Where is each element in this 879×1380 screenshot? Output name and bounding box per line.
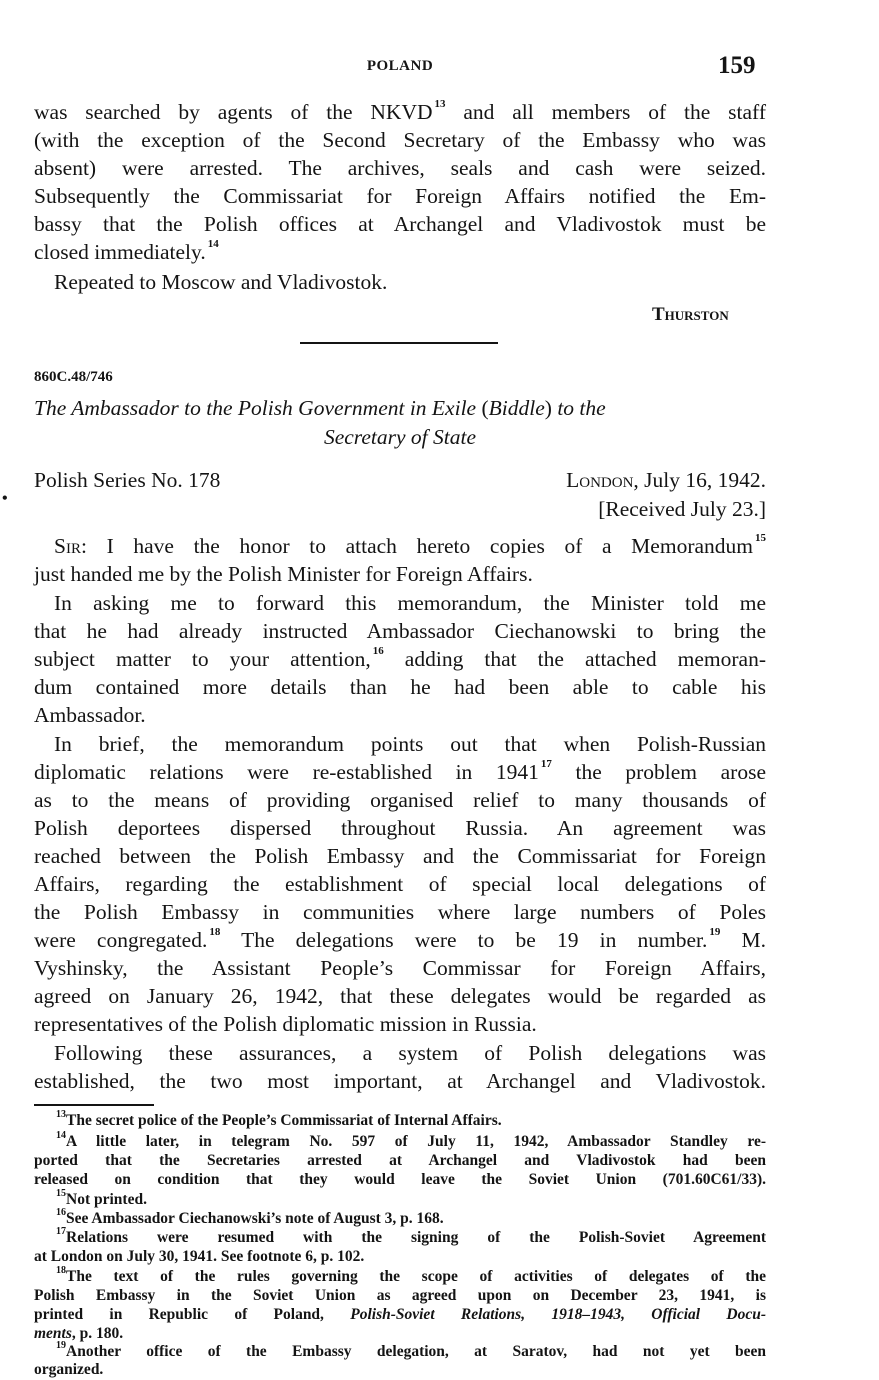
footnote-ref[interactable]: 15 <box>755 532 766 544</box>
footnote-line: at London on July 30, 1941. See footnote 6, p. 102. <box>34 1248 365 1265</box>
footnote-ref[interactable]: 18 <box>209 926 221 938</box>
continuation-line: was searched by agents of the NKVD $^{13}$ and all members of the staff <box>34 98 766 124</box>
paragraph-line: agreed on January 26, 1942, that these delegates would be regarded as <box>34 984 766 1008</box>
repeated-line: Repeated to Moscow and Vladivostok. <box>54 270 388 294</box>
paragraph-line: In brief, the memorandum points out that when Polish-Russian <box>54 732 766 756</box>
paragraph-line: that he had already instructed Ambassador Ciechanowski to bring the <box>34 619 766 643</box>
paragraph-line: diplomatic relations were re-established in 1941 $^{17}$ the problem arose <box>34 758 766 784</box>
paragraph-line: were congregated. $^{18}$ The delegations were to be 19 in number. $^{19}$ M. <box>34 926 766 952</box>
salutation: Sir <box>54 534 81 558</box>
paragraph-line: In asking me to forward this memorandum, the Minister told me <box>54 591 766 615</box>
footnote-16: $^{16}$See Ambassador Ciechanowski’s note of August 3, p. 168. <box>56 1207 444 1227</box>
paragraph-line: the Polish Embassy in communities where large numbers of Poles <box>34 900 766 924</box>
document-title-line-1: The Ambassador to the Polish Government in Exile (Biddle) to the <box>34 396 606 420</box>
footnote-ref[interactable]: 16 <box>372 645 384 657</box>
page-number: 159 <box>718 52 756 79</box>
paragraph-line: representatives of the Polish diplomatic mission in Russia. <box>34 1012 537 1036</box>
continuation-line: absent) were arrested. The archives, seals and cash were seized. <box>34 156 766 180</box>
paragraph-line: Polish deportees dispersed throughout Russia. An agreement was <box>34 816 766 840</box>
continuation-line: closed immediately. $^{14}$ <box>34 238 219 264</box>
received-date: [Received July 23.] <box>598 497 766 521</box>
dateline: London, July 16, 1942. <box>566 468 766 492</box>
paragraph-line: as to the means of providing organised relief to many thousands of <box>34 788 766 812</box>
running-title: POLAND <box>366 58 434 74</box>
footnote-rule <box>34 1104 154 1106</box>
continuation-line: (with the exception of the Second Secretary of the Embassy who was <box>34 128 766 152</box>
footnote-19: $^{19}$Another office of the Embassy delegation, at Saratov, had not yet been <box>56 1340 766 1360</box>
document-title-line-2: Secretary of State <box>323 425 477 449</box>
continuation-line: bassy that the Polish offices at Archangel and Vladivostok must be <box>34 212 766 236</box>
footnote-13: $^{13}$The secret police of the People’s Commissariat of Internal Affairs. <box>56 1109 502 1129</box>
footnote-line: Polish Embassy in the Soviet Union as agreed upon on December 23, 1941, is <box>34 1287 766 1304</box>
footnote-15: $^{15}$Not printed. <box>56 1188 147 1208</box>
footnote-line: ments, p. 180. <box>34 1325 124 1342</box>
paragraph-line: Ambassador. <box>34 703 146 727</box>
footnote-ref[interactable]: 14 <box>207 238 219 250</box>
footnote-line: ported that the Secretaries arrested at Archangel and Vladivostok had been <box>34 1152 766 1169</box>
section-divider <box>300 342 498 344</box>
ambassador-name: Biddle <box>488 396 545 420</box>
paragraph-line: reached between the Polish Embassy and the Commissariat for Foreign <box>34 844 766 868</box>
paragraph-line: Sir: I have the honor to attach hereto copies of a Memorandum $^{15}$ <box>54 532 766 558</box>
publication-title: Polish-Soviet Relations, 1918–1943, Official Docu- <box>350 1306 766 1323</box>
paragraph-line: Following these assurances, a system of Polish delegations was <box>54 1041 766 1065</box>
footnote-ref[interactable]: 19 <box>709 926 721 938</box>
footnote-17: $^{17}$Relations were resumed with the signing of the Polish-Soviet Agreement <box>56 1226 766 1246</box>
footnote-ref[interactable]: 13 <box>434 98 446 110</box>
paragraph-line: dum contained more details than he had been able to cable his <box>34 675 766 699</box>
footnote-18: $^{18}$The text of the rules governing the scope of activities of delegates of the <box>56 1265 766 1285</box>
footnote-14: $^{14}$A little later, in telegram No. 597 of July 11, 1942, Ambassador Standley re- <box>56 1130 766 1150</box>
paragraph-line: established, the two most important, at Archangel and Vladivostok. <box>34 1069 766 1093</box>
paragraph-line: Affairs, regarding the establishment of special local delegations of <box>34 872 766 896</box>
footnote-line: printed in Republic of Poland, Polish-Soviet Relations, 1918–1943, Official Docu- <box>34 1306 766 1323</box>
file-number: 860C.48/746 <box>34 369 113 385</box>
footnote-line: released on condition that they would leave the Soviet Union (701.60C61/33). <box>34 1171 766 1188</box>
footnote-ref[interactable]: 17 <box>540 758 552 770</box>
paragraph-line: subject matter to your attention, $^{16}$ adding that the attached memoran- <box>34 645 766 671</box>
continuation-line: Subsequently the Commissariat for Foreign Affairs notified the Em- <box>34 184 766 208</box>
paragraph-line: just handed me by the Polish Minister for Foreign Affairs. <box>34 562 533 586</box>
footnote-line: organized. <box>34 1361 104 1378</box>
stray-mark: • <box>2 490 8 507</box>
paragraph-line: Vyshinsky, the Assistant People’s Commissar for Foreign Affairs, <box>34 956 766 980</box>
series-number: Polish Series No. 178 <box>34 468 221 492</box>
signature: Thurston <box>652 304 729 325</box>
